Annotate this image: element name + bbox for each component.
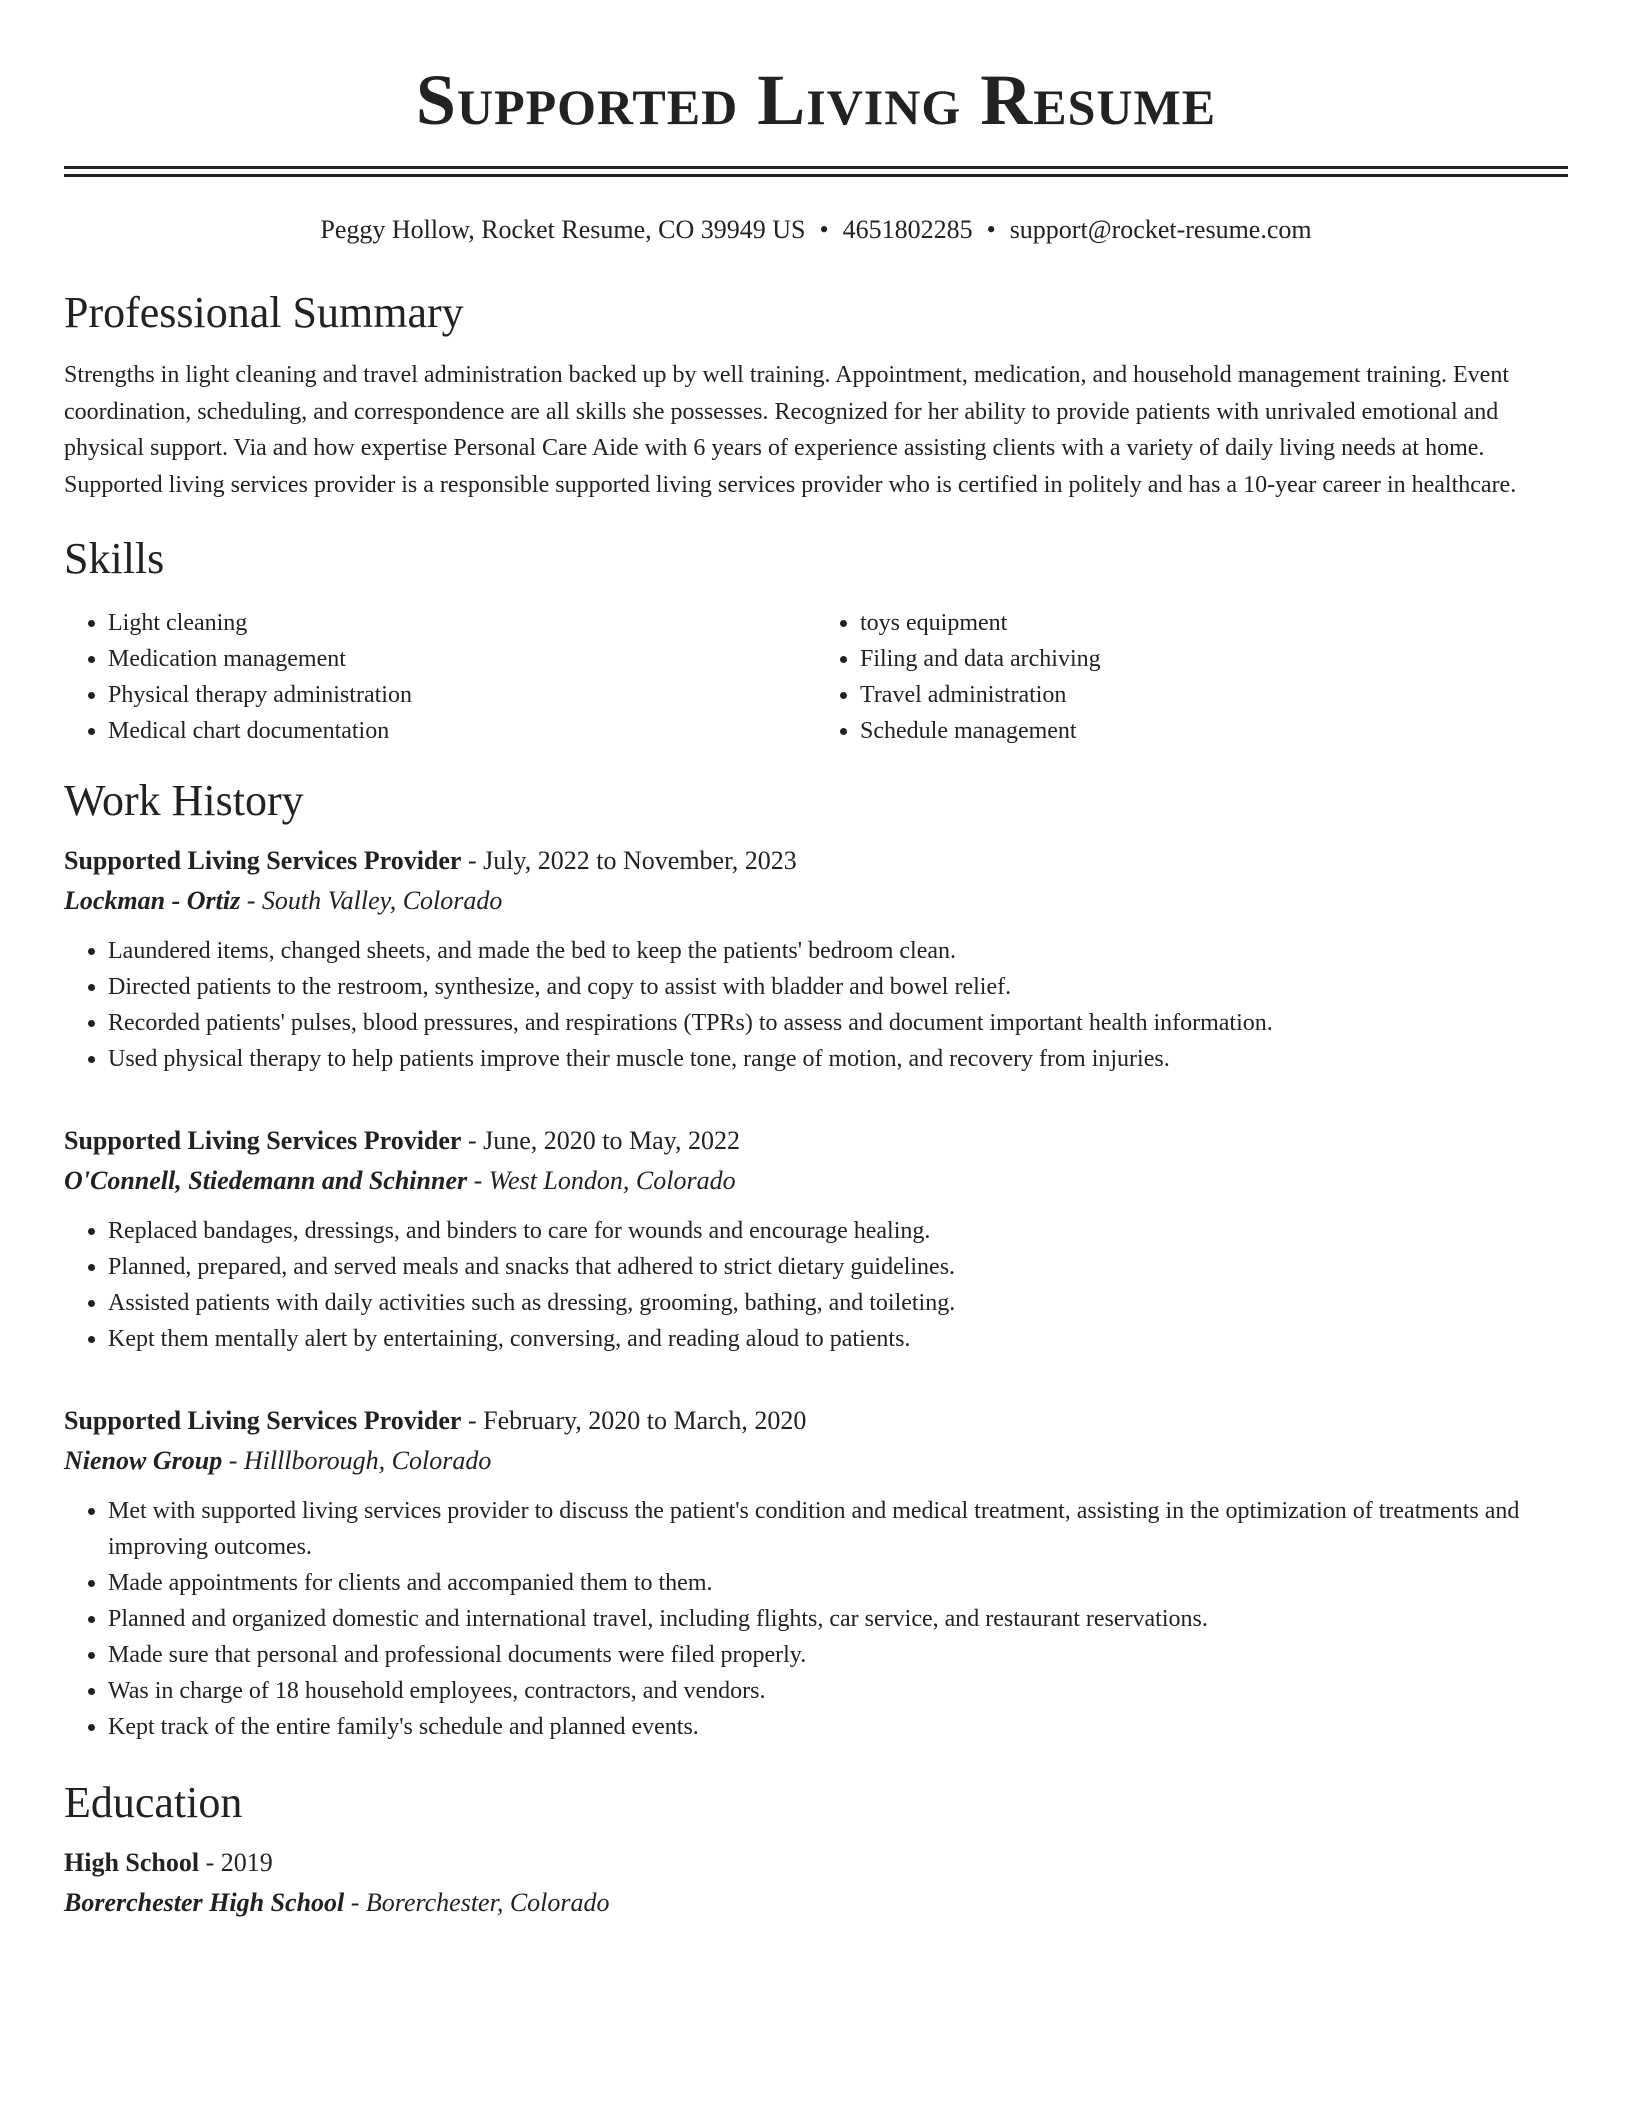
duty-item: • Planned, prepared, and served meals and snacks that adhered to strict dietary guidelines. [108,1249,1568,1285]
skill-item: • Travel administration [860,677,1568,713]
job-location: - West London, Colorado [467,1166,736,1195]
duty-item: • Kept track of the entire family's schedule and planned events. [108,1709,1568,1745]
duty-item: • Made sure that personal and professional documents were filed properly. [108,1637,1568,1673]
duty-item: • Replaced bandages, dressings, and binders to care for wounds and encourage healing. [108,1213,1568,1249]
skills-column-left [64,605,816,749]
skills-column-right [816,605,1568,749]
skill-item: • Schedule management [860,713,1568,749]
skill-item: • Physical therapy administration [108,677,816,713]
job-company-line [64,1163,1568,1199]
duty-item: • Planned and organized domestic and international travel, including flights, car service, and restaurant reservations. [108,1601,1568,1637]
job-location: - South Valley, Colorado [240,886,503,915]
job-dates: - February, 2020 to March, 2020 [461,1406,807,1435]
summary-text: Strengths in light cleaning and travel administration backed up by well training. Appointment, medication, and household management training. Event coordination, scheduling, and correspondence are all skills she possesses. Recognized for her ability to provide patients with unrivaled emotional and physical support. Via and how expertise Personal Care Aide with 6 years of experience assisting clients with a variety of daily living needs at home. Supported living services provider is a responsible supported living services provider who is certified in politely and has a 10-year career in healthcare. [64,362,1517,498]
contact-email: support@rocket-resume.com [1009,215,1312,244]
job-dates: - June, 2020 to May, 2022 [461,1126,740,1155]
duty-item: • Kept them mentally alert by entertaining, conversing, and reading aloud to patients. [108,1321,1568,1357]
duty-item: • Laundered items, changed sheets, and made the bed to keep the patients' bedroom clean. [108,933,1568,969]
job-location: - Hilllborough, Colorado [222,1446,492,1475]
job-title-line [64,843,1568,879]
duty-item: • Was in charge of 18 household employees, contractors, and vendors. [108,1673,1568,1709]
education-location: - Borerchester, Colorado [344,1888,610,1917]
contact-separator: • [986,215,996,244]
duty-item: • Recorded patients' pulses, blood pressures, and respirations (TPRs) to assess and document important health information. [108,1005,1568,1041]
job-title: Supported Living Services Provider [64,1126,462,1155]
duty-item: • Met with supported living services provider to discuss the patient's condition and medical treatment, assisting in the optimization of treatments and improving outcomes. [108,1493,1568,1565]
skill-item: • Filing and data archiving [860,641,1568,677]
title-divider [64,166,1568,177]
job-title: Supported Living Services Provider [64,1406,462,1435]
job-duties [64,1213,1568,1357]
contact-address: Peggy Hollow, Rocket Resume, CO 39949 US [320,215,806,244]
duty-item: • Directed patients to the restroom, synthesize, and copy to assist with bladder and bowel relief. [108,969,1568,1005]
job-entry [64,843,1568,1077]
duty-item: • Made appointments for clients and accompanied them to them. [108,1565,1568,1601]
job-duties [64,1493,1568,1745]
summary-heading: Professional Summary [64,288,464,337]
education-degree: High School [64,1848,200,1877]
skills-list [64,605,1568,749]
job-company: Lockman - Ortiz [64,886,241,915]
education-degree-line [64,1845,1568,1881]
contact-separator: • [819,215,829,244]
job-duties [64,933,1568,1077]
job-company: O'Connell, Stiedemann and Schinner [64,1166,468,1195]
job-title-line [64,1123,1568,1159]
education-school-line [64,1885,1568,1921]
skill-item: • toys equipment [860,605,1568,641]
job-dates: - July, 2022 to November, 2023 [461,846,797,875]
education-entry [64,1845,1568,1921]
job-company: Nienow Group [64,1446,223,1475]
education-year: - 2019 [199,1848,273,1877]
job-entry [64,1403,1568,1745]
duty-item: • Assisted patients with daily activities such as dressing, grooming, bathing, and toileting. [108,1285,1568,1321]
job-company-line [64,1443,1568,1479]
job-entry [64,1123,1568,1357]
job-title-line [64,1403,1568,1439]
education-heading: Education [64,1778,243,1827]
contact-line [64,213,1568,247]
work-history-heading: Work History [64,776,304,825]
education-school: Borerchester High School [64,1888,345,1917]
skill-item: • Medical chart documentation [108,713,816,749]
contact-phone: 4651802285 [842,215,973,244]
job-title: Supported Living Services Provider [64,846,462,875]
resume-title: Supported Living Resume [415,60,1217,140]
skills-heading: Skills [64,534,165,583]
skill-item: • Light cleaning [108,605,816,641]
duty-item: • Used physical therapy to help patients improve their muscle tone, range of motion, and recovery from injuries. [108,1041,1568,1077]
job-company-line [64,883,1568,919]
skill-item: • Medication management [108,641,816,677]
